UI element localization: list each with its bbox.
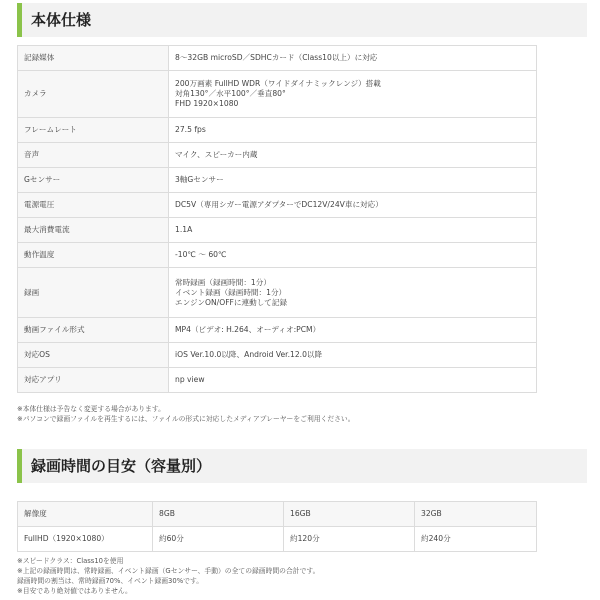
spec-value-line: 常時録画（録画時間：1分） <box>175 277 271 287</box>
table-row <box>18 268 537 318</box>
table-cell: 約60分 <box>153 527 284 552</box>
table-row <box>18 193 537 218</box>
spec-label-cell: 対応アプリ <box>18 368 169 393</box>
spec-value-cell <box>169 46 537 71</box>
table-row <box>18 168 537 193</box>
spec-value-cell <box>169 71 537 118</box>
spec-label-cell: 記録媒体 <box>18 46 169 71</box>
table-cell: 約120分 <box>284 527 415 552</box>
note-line: 録画時間の割当は、常時録画70%、イベント録画30%です。 <box>17 577 203 585</box>
spec-value-cell <box>169 268 537 318</box>
table-row <box>18 71 537 118</box>
spec-label-cell: 動作温度 <box>18 243 169 268</box>
spec-value-line: DC5V（専用シガー電源アダプターでDC12V/24V車に対応） <box>175 200 383 209</box>
spec-value-cell <box>169 143 537 168</box>
spec-value-cell <box>169 193 537 218</box>
spec-label-cell: 録画 <box>18 268 169 318</box>
spec-table <box>17 45 537 393</box>
spec-value-cell <box>169 118 537 143</box>
recording-section-heading: 録画時間の目安（容量別） <box>17 449 587 483</box>
header-cell: 解像度 <box>18 502 153 527</box>
spec-label-cell: 音声 <box>18 143 169 168</box>
table-row <box>18 118 537 143</box>
table-cell: 約240分 <box>415 527 537 552</box>
note-line: ※上記の録画時間は、常時録画、イベント録画（Gセンサー、手動）の全ての録画時間の合計です。 <box>17 567 320 575</box>
spec-value-line: 対角130°／水平100°／垂直80° <box>175 89 286 98</box>
spec-label-cell: 電源電圧 <box>18 193 169 218</box>
spec-value-line: iOS Ver.10.0以降、Android Ver.12.0以降 <box>175 350 323 359</box>
header-cell: 8GB <box>153 502 284 527</box>
table-row <box>18 318 537 343</box>
spec-value-line: 1.1A <box>175 225 193 234</box>
spec-value-line: エンジンON/OFFに連動して記録 <box>175 297 288 307</box>
table-header-row <box>18 502 537 527</box>
note-line: ※パソコンで録画ファイルを再生するには、ファイルの形式に対応したメディアプレーヤーをご利用ください。 <box>17 415 355 423</box>
spec-value-line: np view <box>175 375 205 384</box>
spec-label-cell: カメラ <box>18 71 169 118</box>
spec-value-cell <box>169 168 537 193</box>
spec-value-cell <box>169 368 537 393</box>
recording-notes <box>17 556 319 596</box>
table-row <box>18 368 537 393</box>
spec-value-line: FHD 1920×1080 <box>175 99 239 108</box>
spec-value-cell <box>169 218 537 243</box>
header-cell: 16GB <box>284 502 415 527</box>
spec-value-line: 8～32GB microSD／SDHCカード（Class10以上）に対応 <box>175 53 378 62</box>
table-row <box>18 46 537 71</box>
note-line: ※スピードクラス：Class10を使用 <box>17 557 124 565</box>
spec-value-line: 3軸Gセンサー <box>175 175 224 184</box>
spec-notes <box>17 404 355 424</box>
spec-label-cell: 最大消費電流 <box>18 218 169 243</box>
spec-section-heading: 本体仕様 <box>17 3 587 37</box>
note-line: ※目安であり絶対値ではありません。 <box>17 587 132 595</box>
table-row <box>18 218 537 243</box>
spec-label-cell: Gセンサー <box>18 168 169 193</box>
header-cell: 32GB <box>415 502 537 527</box>
table-row <box>18 243 537 268</box>
table-row <box>18 143 537 168</box>
spec-value-line: マイク、スピーカー内蔵 <box>175 150 258 159</box>
spec-label-cell: フレームレート <box>18 118 169 143</box>
spec-value-cell <box>169 243 537 268</box>
table-row <box>18 527 537 552</box>
spec-label-cell: 動画ファイル形式 <box>18 318 169 343</box>
spec-value-line: 27.5 fps <box>175 125 206 134</box>
table-cell: FullHD（1920×1080） <box>18 527 153 552</box>
spec-value-line: 200万画素 FullHD WDR（ワイドダイナミックレンジ）搭載 <box>175 79 381 88</box>
spec-value-cell <box>169 318 537 343</box>
spec-label-cell: 対応OS <box>18 343 169 368</box>
note-line: ※本体仕様は予告なく変更する場合があります。 <box>17 405 165 413</box>
table-row <box>18 343 537 368</box>
spec-value-line: -10℃ ～ 60℃ <box>175 250 227 259</box>
spec-value-line: MP4（ビデオ: H.264、オーディオ:PCM） <box>175 325 321 334</box>
spec-value-cell <box>169 343 537 368</box>
recording-time-table <box>17 501 537 552</box>
spec-value-line: イベント録画（録画時間：1分） <box>175 287 287 297</box>
